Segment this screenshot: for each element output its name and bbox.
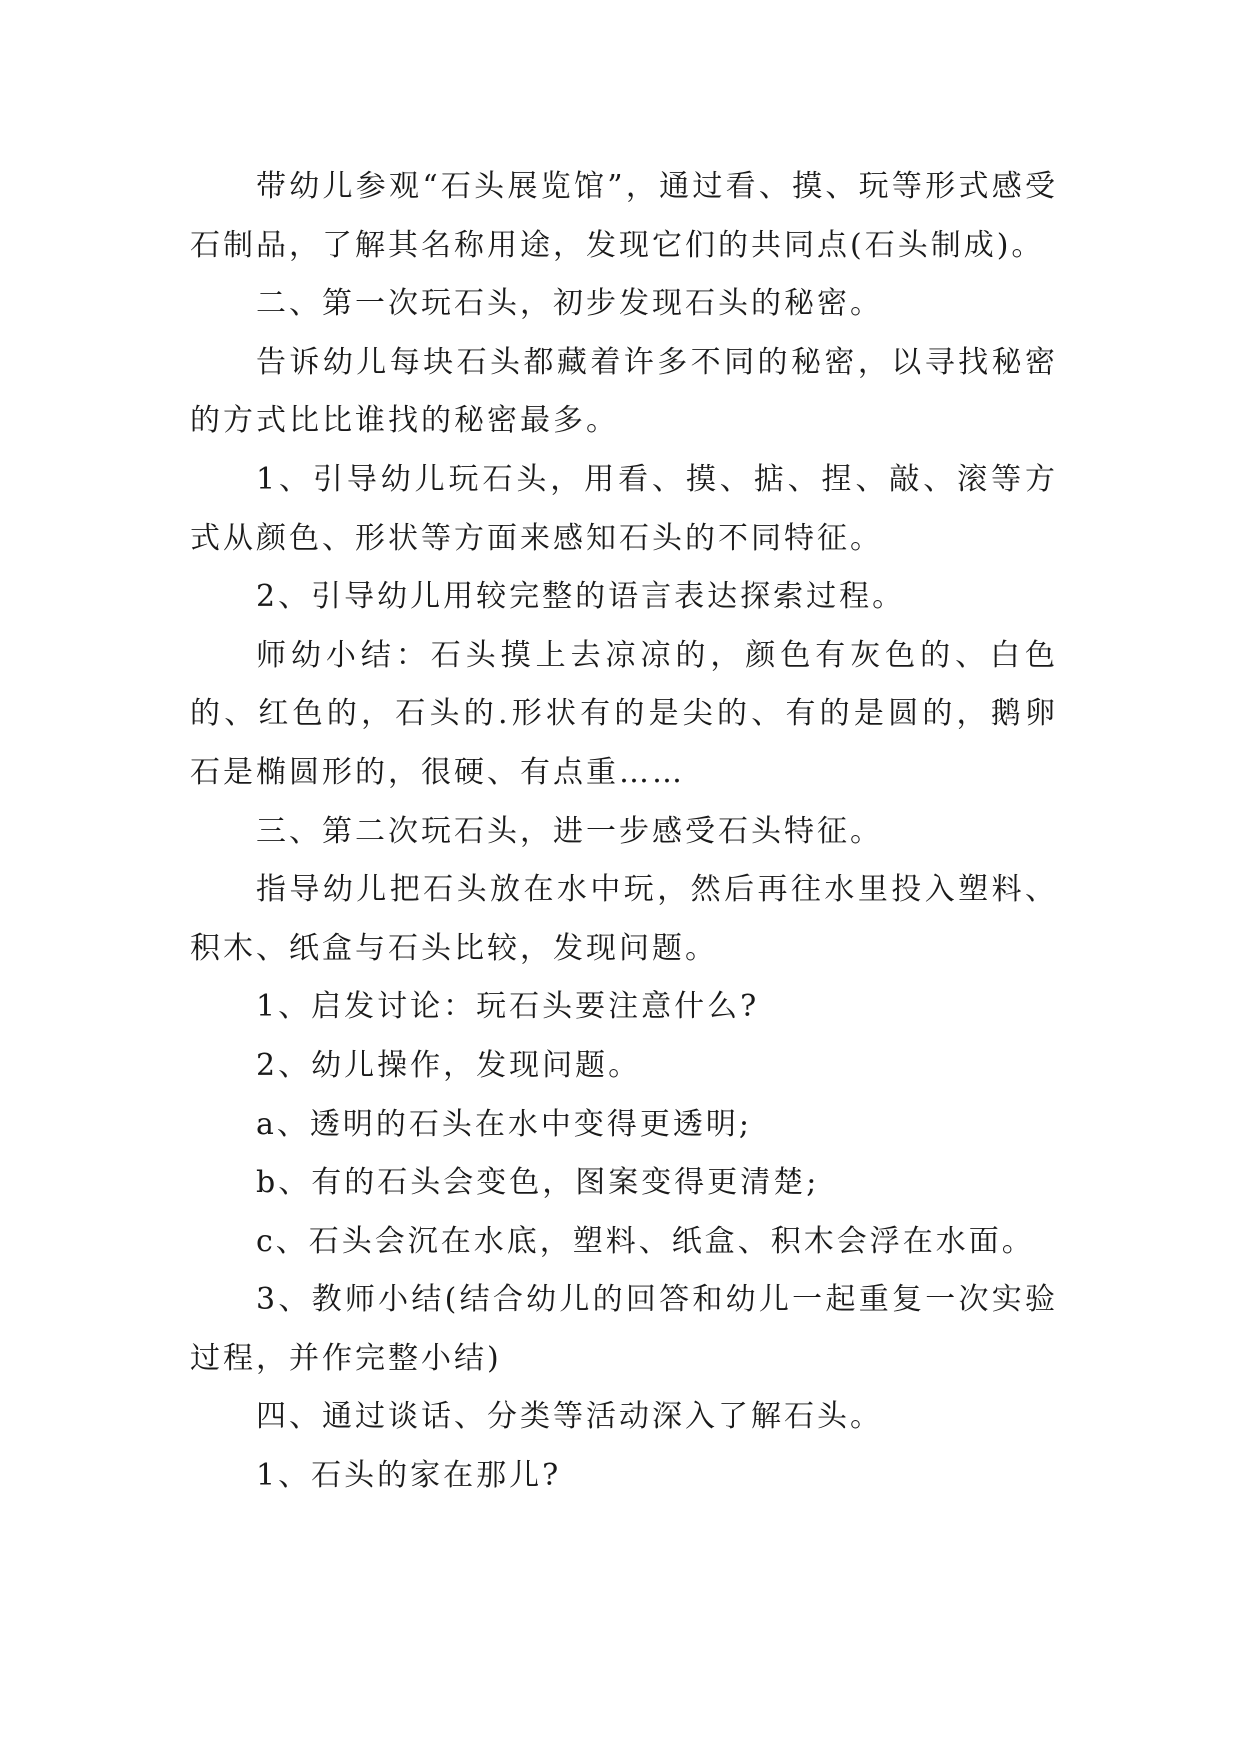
section-heading-2: 二、第一次玩石头，初步发现石头的秘密。	[256, 286, 883, 322]
list-item: 2、引导幼儿用较完整的语言表达探索过程。	[256, 579, 906, 615]
section-heading-4: 四、通过谈话、分类等活动深入了解石头。	[256, 1399, 883, 1435]
paragraph: 指导幼儿把石头放在水中玩，然后再往水里投入塑料、积木、纸盒与石头比较，发现问题。	[190, 872, 1058, 966]
sub-list-item: b、有的石头会变色，图案变得更清楚;	[256, 1165, 820, 1201]
paragraph-intro: 带幼儿参观“石头展览馆”，通过看、摸、玩等形式感受石制品，了解其名称用途，发现它们的共同点(石头制成)。	[190, 169, 1058, 263]
list-item: 1、引导幼儿玩石头，用看、摸、掂、捏、敲、滚等方式从颜色、形状等方面来感知石头的不同特征。	[190, 461, 1058, 556]
list-item: 1、启发讨论：玩石头要注意什么?	[256, 989, 760, 1025]
section-heading-3: 三、第二次玩石头，进一步感受石头特征。	[256, 813, 883, 849]
paragraph-summary: 师幼小结：石头摸上去凉凉的，颜色有灰色的、白色的、红色的，石头的.形状有的是尖的、有的是圆的，鹅卵石是椭圆形的，很硬、有点重……	[190, 637, 1058, 790]
list-item: 1、石头的家在那儿?	[256, 1458, 562, 1494]
paragraph: 告诉幼儿每块石头都藏着许多不同的秘密，以寻找秘密的方式比比谁找的秘密最多。	[190, 344, 1058, 439]
list-item: 3、教师小结(结合幼儿的回答和幼儿一起重复一次实验过程，并作完整小结)	[190, 1282, 1058, 1376]
document-body	[190, 158, 1058, 1506]
sub-list-item: c、石头会沉在水底，塑料、纸盒、积木会浮在水面。	[256, 1223, 1035, 1259]
list-item: 2、幼儿操作，发现问题。	[256, 1047, 642, 1083]
sub-list-item: a、透明的石头在水中变得更透明;	[256, 1106, 752, 1142]
